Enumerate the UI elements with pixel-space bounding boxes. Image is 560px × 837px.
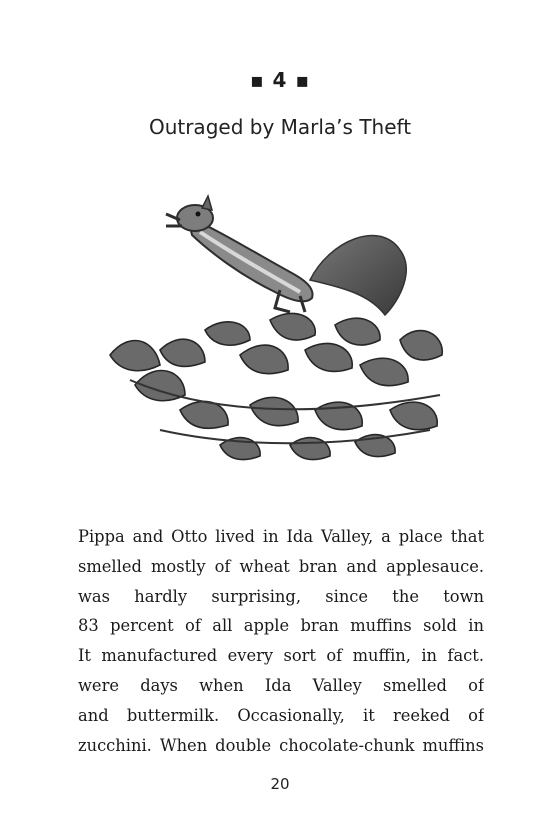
body-line: Pippa and Otto lived in Ida Valley, a place that	[78, 527, 484, 546]
body-line: It manufactured every sort of muffin, in fact.	[78, 646, 484, 666]
squirrel-leaping-over-leaves-icon	[100, 180, 470, 480]
page-number: 20	[270, 775, 290, 793]
body-line: smelled mostly of wheat bran and applesauce.	[78, 556, 484, 576]
chapter-number: ▪ 4 ▪	[250, 68, 310, 92]
body-line: 83 percent of all apple bran muffins sold in	[78, 616, 484, 636]
body-line: were days when Ida Valley smelled of	[78, 675, 484, 695]
body-line: was hardly surprising, since the town	[78, 586, 484, 606]
body-line: and buttermilk. Occasionally, it reeked of	[78, 705, 484, 725]
chapter-title: Outraged by Marla’s Theft	[148, 115, 412, 139]
body-paragraph	[78, 522, 484, 760]
body-line: zucchini. When double chocolate-chunk muffins	[78, 735, 484, 755]
